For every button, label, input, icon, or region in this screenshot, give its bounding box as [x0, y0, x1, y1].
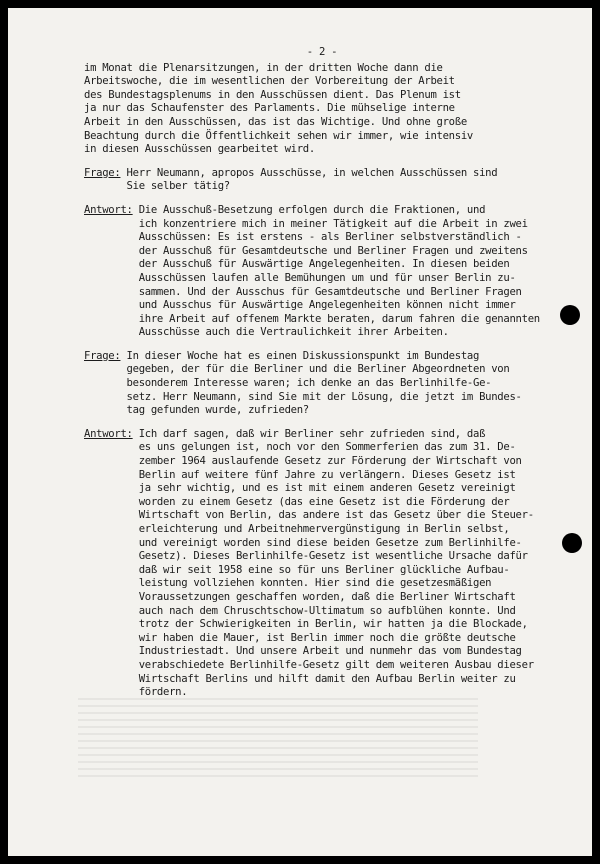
line-text: Sie selber tätig? [84, 180, 230, 193]
text-line [84, 645, 560, 659]
line-text: Wirtschaft Berlins und hilft damit den Aufbau Berlin weiter zu [84, 672, 516, 685]
line-text: Industriestadt. Und unsere Arbeit und nunmehr das vom Bundestag [84, 645, 522, 658]
question-label: Frage: [84, 349, 121, 362]
line-text: des Bundestagsplenums in den Ausschüssen dient. Das Plenum ist [84, 88, 461, 101]
text-line [84, 455, 560, 469]
line-text: Arbeitswoche, die im wesentlichen der Vorbereitung der Arbeit [84, 75, 455, 88]
text-line [84, 591, 560, 605]
text-line [84, 116, 560, 130]
page-number: - 2 - [306, 46, 338, 58]
line-text: Herr Neumann, apropos Ausschüsse, in welchen Ausschüssen sind [120, 166, 498, 179]
line-text: trotz der Schwierigkeiten in Berlin, wir hatten ja die Blockade, [84, 618, 528, 631]
text-line [84, 577, 560, 591]
text-line [84, 326, 560, 340]
text-line [84, 564, 560, 578]
question-paragraph [84, 350, 560, 418]
text-line [84, 523, 560, 537]
line-text: Ausschüsse auch die Vertraulichkeit ihrer Arbeiten. [84, 326, 449, 339]
typewritten-text [84, 46, 560, 710]
transcript-body [84, 62, 560, 700]
text-line [84, 143, 560, 157]
line-text: verabschiedete Berlinhilfe-Gesetz gilt dem weiteren Ausbau dieser [84, 658, 534, 671]
text-line [84, 659, 560, 673]
line-text: setz. Herr Neumann, sind Sie mit der Lösung, die jetzt im Bundes- [84, 390, 522, 403]
text-line [84, 75, 560, 89]
show-through-text [78, 698, 478, 778]
line-text: daß wir seit 1958 eine so für uns Berliner glückliche Aufbau- [84, 563, 510, 576]
text-line [84, 496, 560, 510]
answer-paragraph [84, 204, 560, 340]
line-text: Gesetz). Dieses Berlinhilfe-Gesetz ist wesentliche Ursache dafür [84, 550, 528, 563]
text-line [84, 258, 560, 272]
line-text: ja nur das Schaufenster des Parlaments. Die mühselige interne [84, 102, 455, 115]
text-line [84, 632, 560, 646]
text-line [84, 391, 560, 405]
text-line [84, 272, 560, 286]
line-text: ich konzentriere mich in meiner Tätigkeit auf die Arbeit in zwei [84, 217, 528, 230]
line-text: der Ausschuß für Auswärtige Angelegenheiten. In diesen beiden [84, 258, 510, 271]
line-text: auch nach dem Chruschtschow-Ultimatum so aufblühen konnte. Und [84, 604, 516, 617]
line-text: Ausschüssen laufen alle Bemühungen um und für unser Berlin zu- [84, 271, 516, 284]
line-text: In dieser Woche hat es einen Diskussionspunkt im Bundestag [120, 349, 480, 362]
line-text: und vereinigt worden sind diese beiden Gesetze zum Berlinhilfe- [84, 536, 522, 549]
line-text: im Monat die Plenarsitzungen, in der dritten Woche dann die [84, 61, 443, 74]
punch-hole-top [560, 305, 580, 325]
text-line [84, 673, 560, 687]
line-text: ihre Arbeit auf offenem Markte beraten, darum fahren die genannten [84, 312, 540, 325]
line-text: Berlin auf weitere fünf Jahre zu verlängern. Dieses Gesetz ist [84, 468, 516, 481]
text-line [84, 605, 560, 619]
text-line [84, 231, 560, 245]
text-line [84, 350, 560, 364]
line-text: Voraussetzungen geschaffen worden, daß die Berliner Wirtschaft [84, 590, 516, 603]
text-line [84, 299, 560, 313]
line-text: Ausschüssen: Es ist erstens - als Berliner selbstverständlich - [84, 231, 522, 244]
line-text: tag gefunden wurde, zufrieden? [84, 404, 309, 417]
line-text: fördern. [84, 686, 188, 699]
text-line [84, 313, 560, 327]
text-line [84, 204, 560, 218]
text-line [84, 363, 560, 377]
text-line [84, 441, 560, 455]
text-line [84, 130, 560, 144]
answer-label: Antwort: [84, 203, 133, 216]
text-paragraph [84, 62, 560, 157]
text-line [84, 550, 560, 564]
text-line [84, 469, 560, 483]
text-line [84, 218, 560, 232]
line-text: der Ausschuß für Gesamtdeutsche und Berliner Fragen und zweitens [84, 244, 528, 257]
text-line [84, 102, 560, 116]
answer-paragraph [84, 428, 560, 700]
text-line [84, 428, 560, 442]
line-text: Beachtung durch die Öffentlichkeit sehen wir immer, wie intensiv [84, 129, 473, 142]
text-line [84, 180, 560, 194]
paper-sheet [8, 8, 592, 856]
text-line [84, 537, 560, 551]
text-line [84, 62, 560, 76]
text-line [84, 618, 560, 632]
answer-label: Antwort: [84, 427, 133, 440]
text-line [84, 167, 560, 181]
line-text: sammen. Und der Ausschus für Gesamtdeutsche und Berliner Fragen [84, 285, 522, 298]
line-text: besonderem Interesse waren; ich denke an das Berlinhilfe-Ge- [84, 377, 492, 390]
text-line [84, 404, 560, 418]
line-text: in diesen Ausschüssen gearbeitet wird. [84, 143, 315, 156]
line-text: wir haben die Mauer, ist Berlin immer noch die größte deutsche [84, 631, 516, 644]
line-text: gegeben, der für die Berliner und die Berliner Abgeordneten von [84, 363, 510, 376]
question-label: Frage: [84, 166, 121, 179]
text-line [84, 377, 560, 391]
text-line [84, 482, 560, 496]
line-text: es uns gelungen ist, noch vor den Sommerferien das zum 31. De- [84, 441, 516, 454]
line-text: Arbeit in den Ausschüssen, das ist das Wichtige. Und ohne große [84, 115, 467, 128]
line-text: leistung vollziehen konnten. Hier sind die gesetzesmäßigen [84, 577, 492, 590]
text-line [84, 509, 560, 523]
line-text: worden zu einem Gesetz (das eine Gesetz ist die Förderung der [84, 495, 510, 508]
punch-hole-bottom [562, 533, 582, 553]
line-text: erleichterung und Arbeitnehmervergünstigung in Berlin selbst, [84, 523, 510, 535]
text-line [84, 245, 560, 259]
text-line [84, 286, 560, 300]
line-text: ja sehr wichtig, und es ist mit einem anderen Gesetz vereinigt [84, 482, 516, 495]
line-text: Die Ausschuß-Besetzung erfolgen durch die Fraktionen, und [132, 203, 486, 216]
line-text: Wirtschaft von Berlin, das andere ist das Gesetz über die Steuer- [84, 509, 534, 522]
question-paragraph [84, 167, 560, 194]
line-text: zember 1964 auslaufende Gesetz zur Förderung der Wirtschaft von [84, 455, 522, 468]
text-line [84, 89, 560, 103]
line-text: Ich darf sagen, daß wir Berliner sehr zufrieden sind, daß [132, 427, 486, 440]
line-text: und Ausschus für Auswärtige Angelegenheiten können nicht immer [84, 299, 516, 312]
